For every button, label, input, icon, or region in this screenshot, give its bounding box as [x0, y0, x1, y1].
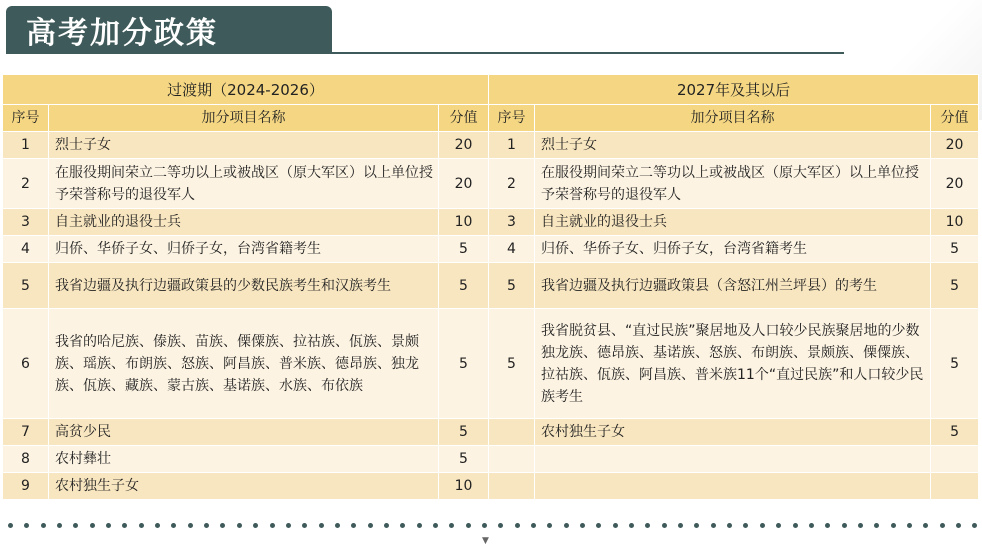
divider-dot	[8, 523, 13, 528]
divider-dot	[400, 523, 405, 528]
divider-dot	[384, 523, 389, 528]
divider-dot	[449, 523, 454, 528]
divider-dot	[629, 523, 634, 528]
left-value-cell: 5	[439, 446, 489, 473]
divider-dot	[433, 523, 438, 528]
divider-dot	[727, 523, 732, 528]
left-period-header: 过渡期（2024-2026）	[3, 75, 489, 105]
right-name-cell: 我省脱贫县、“直过民族”聚居地及人口较少民族聚居地的少数独龙族、德昂族、基诺族、怒族、布朗族、景颇族、傈僳族、拉祜族、佤族、阿昌族、普米族11个“直过民族”和人口较少民族考生	[535, 309, 931, 419]
left-value-cell: 10	[439, 209, 489, 236]
left-seq-cell: 8	[3, 446, 49, 473]
divider-dot	[515, 523, 520, 528]
left-seq-cell: 9	[3, 473, 49, 500]
table-row	[3, 263, 979, 309]
divider-dot	[106, 523, 111, 528]
divider-dot	[253, 523, 258, 528]
divider-dot	[204, 523, 209, 528]
divider-dot	[57, 523, 62, 528]
right-name-cell: 归侨、华侨子女、归侨子女，台湾省籍考生	[535, 236, 931, 263]
divider-dot	[760, 523, 765, 528]
right-seq-cell: 3	[489, 209, 535, 236]
right-value-cell: 5	[931, 419, 979, 446]
left-name-cell: 在服役期间荣立二等功以上或被战区（原大军区）以上单位授予荣誉称号的退役军人	[49, 159, 439, 209]
left-value-cell: 10	[439, 473, 489, 500]
table-row	[3, 159, 979, 209]
divider-dot	[596, 523, 601, 528]
divider-dot	[155, 523, 160, 528]
left-value-cell: 20	[439, 159, 489, 209]
divider-dot	[743, 523, 748, 528]
divider-dot	[547, 523, 552, 528]
divider-dot	[498, 523, 503, 528]
divider-dot	[874, 523, 879, 528]
table-row	[3, 419, 979, 446]
policy-table-body	[3, 132, 979, 500]
divider-dot	[270, 523, 275, 528]
right-seq-cell: 2	[489, 159, 535, 209]
divider-dot	[564, 523, 569, 528]
table-row	[3, 209, 979, 236]
divider-dot	[24, 523, 29, 528]
divider-dot	[580, 523, 585, 528]
left-name-header: 加分项目名称	[49, 105, 439, 132]
left-value-cell: 5	[439, 309, 489, 419]
divider-dot	[613, 523, 618, 528]
left-seq-cell: 6	[3, 309, 49, 419]
divider-dot	[73, 523, 78, 528]
right-period-header: 2027年及其以后	[489, 75, 979, 105]
right-name-cell	[535, 473, 931, 500]
right-seq-cell	[489, 446, 535, 473]
right-seq-cell: 5	[489, 309, 535, 419]
divider-dot	[956, 523, 961, 528]
divider-dot	[335, 523, 340, 528]
divider-dot	[171, 523, 176, 528]
divider-dot	[711, 523, 716, 528]
divider-dot	[678, 523, 683, 528]
divider-dot	[220, 523, 225, 528]
divider-dot	[466, 523, 471, 528]
table-row	[3, 309, 979, 419]
right-seq-cell	[489, 473, 535, 500]
divider-dot	[237, 523, 242, 528]
left-seq-cell: 7	[3, 419, 49, 446]
left-seq-cell: 4	[3, 236, 49, 263]
divider-dot	[858, 523, 863, 528]
right-seq-cell: 1	[489, 132, 535, 159]
policy-table	[2, 74, 979, 500]
divider-dot	[41, 523, 46, 528]
divider-dot	[351, 523, 356, 528]
divider-dot	[923, 523, 928, 528]
divider-dot	[417, 523, 422, 528]
divider-dot	[662, 523, 667, 528]
right-value-cell	[931, 446, 979, 473]
table-row	[3, 236, 979, 263]
divider-dot	[139, 523, 144, 528]
left-name-cell: 自主就业的退役士兵	[49, 209, 439, 236]
right-value-header: 分值	[931, 105, 979, 132]
right-name-cell	[535, 446, 931, 473]
right-value-cell: 10	[931, 209, 979, 236]
left-name-cell: 烈士子女	[49, 132, 439, 159]
right-seq-cell: 4	[489, 236, 535, 263]
divider-dot	[482, 523, 487, 528]
right-name-cell: 我省边疆及执行边疆政策县（含怒江州兰坪县）的考生	[535, 263, 931, 309]
divider-dot	[90, 523, 95, 528]
right-name-cell: 烈士子女	[535, 132, 931, 159]
divider-dot	[809, 523, 814, 528]
divider-dot	[907, 523, 912, 528]
chevron-down-icon[interactable]: ▼	[482, 536, 489, 546]
right-value-cell	[931, 473, 979, 500]
left-value-header: 分值	[439, 105, 489, 132]
right-name-cell: 在服役期间荣立二等功以上或被战区（原大军区）以上单位授予荣誉称号的退役军人	[535, 159, 931, 209]
right-value-cell: 20	[931, 159, 979, 209]
right-name-cell: 自主就业的退役士兵	[535, 209, 931, 236]
left-seq-cell: 3	[3, 209, 49, 236]
divider-dot	[286, 523, 291, 528]
divider-dot	[694, 523, 699, 528]
left-value-cell: 5	[439, 263, 489, 309]
divider-dot	[972, 523, 977, 528]
right-value-cell: 5	[931, 309, 979, 419]
divider-dot	[891, 523, 896, 528]
left-name-cell: 归侨、华侨子女、归侨子女，台湾省籍考生	[49, 236, 439, 263]
divider-dot	[302, 523, 307, 528]
title-underline	[6, 52, 844, 54]
left-name-cell: 农村独生子女	[49, 473, 439, 500]
divider-dot	[776, 523, 781, 528]
left-value-cell: 20	[439, 132, 489, 159]
table-row	[3, 473, 979, 500]
left-value-cell: 5	[439, 419, 489, 446]
divider-dot	[825, 523, 830, 528]
right-seq-cell	[489, 419, 535, 446]
divider-dot	[122, 523, 127, 528]
right-seq-header: 序号	[489, 105, 535, 132]
divider-dot	[842, 523, 847, 528]
dotted-divider	[8, 520, 978, 530]
right-value-cell: 5	[931, 236, 979, 263]
left-value-cell: 5	[439, 236, 489, 263]
right-name-cell: 农村独生子女	[535, 419, 931, 446]
divider-dot	[319, 523, 324, 528]
table-row	[3, 446, 979, 473]
divider-dot	[645, 523, 650, 528]
left-name-cell: 高贫少民	[49, 419, 439, 446]
page-title: 高考加分政策	[26, 16, 218, 51]
table-row	[3, 132, 979, 159]
left-name-cell: 我省的哈尼族、傣族、苗族、傈僳族、拉祜族、佤族、景颇族、瑶族、布朗族、怒族、阿昌族、普米族、德昂族、独龙族、佤族、藏族、蒙古族、基诺族、水族、布依族	[49, 309, 439, 419]
left-name-cell: 农村彝壮	[49, 446, 439, 473]
divider-dot	[793, 523, 798, 528]
left-seq-cell: 1	[3, 132, 49, 159]
right-seq-cell: 5	[489, 263, 535, 309]
left-name-cell: 我省边疆及执行边疆政策县的少数民族考生和汉族考生	[49, 263, 439, 309]
divider-dot	[531, 523, 536, 528]
left-seq-cell: 2	[3, 159, 49, 209]
right-value-cell: 20	[931, 132, 979, 159]
left-seq-cell: 5	[3, 263, 49, 309]
policy-table-container	[2, 74, 978, 500]
divider-dot	[940, 523, 945, 528]
left-seq-header: 序号	[3, 105, 49, 132]
divider-dot	[368, 523, 373, 528]
title-banner	[6, 6, 332, 54]
divider-dot	[188, 523, 193, 528]
right-value-cell: 5	[931, 263, 979, 309]
right-name-header: 加分项目名称	[535, 105, 931, 132]
